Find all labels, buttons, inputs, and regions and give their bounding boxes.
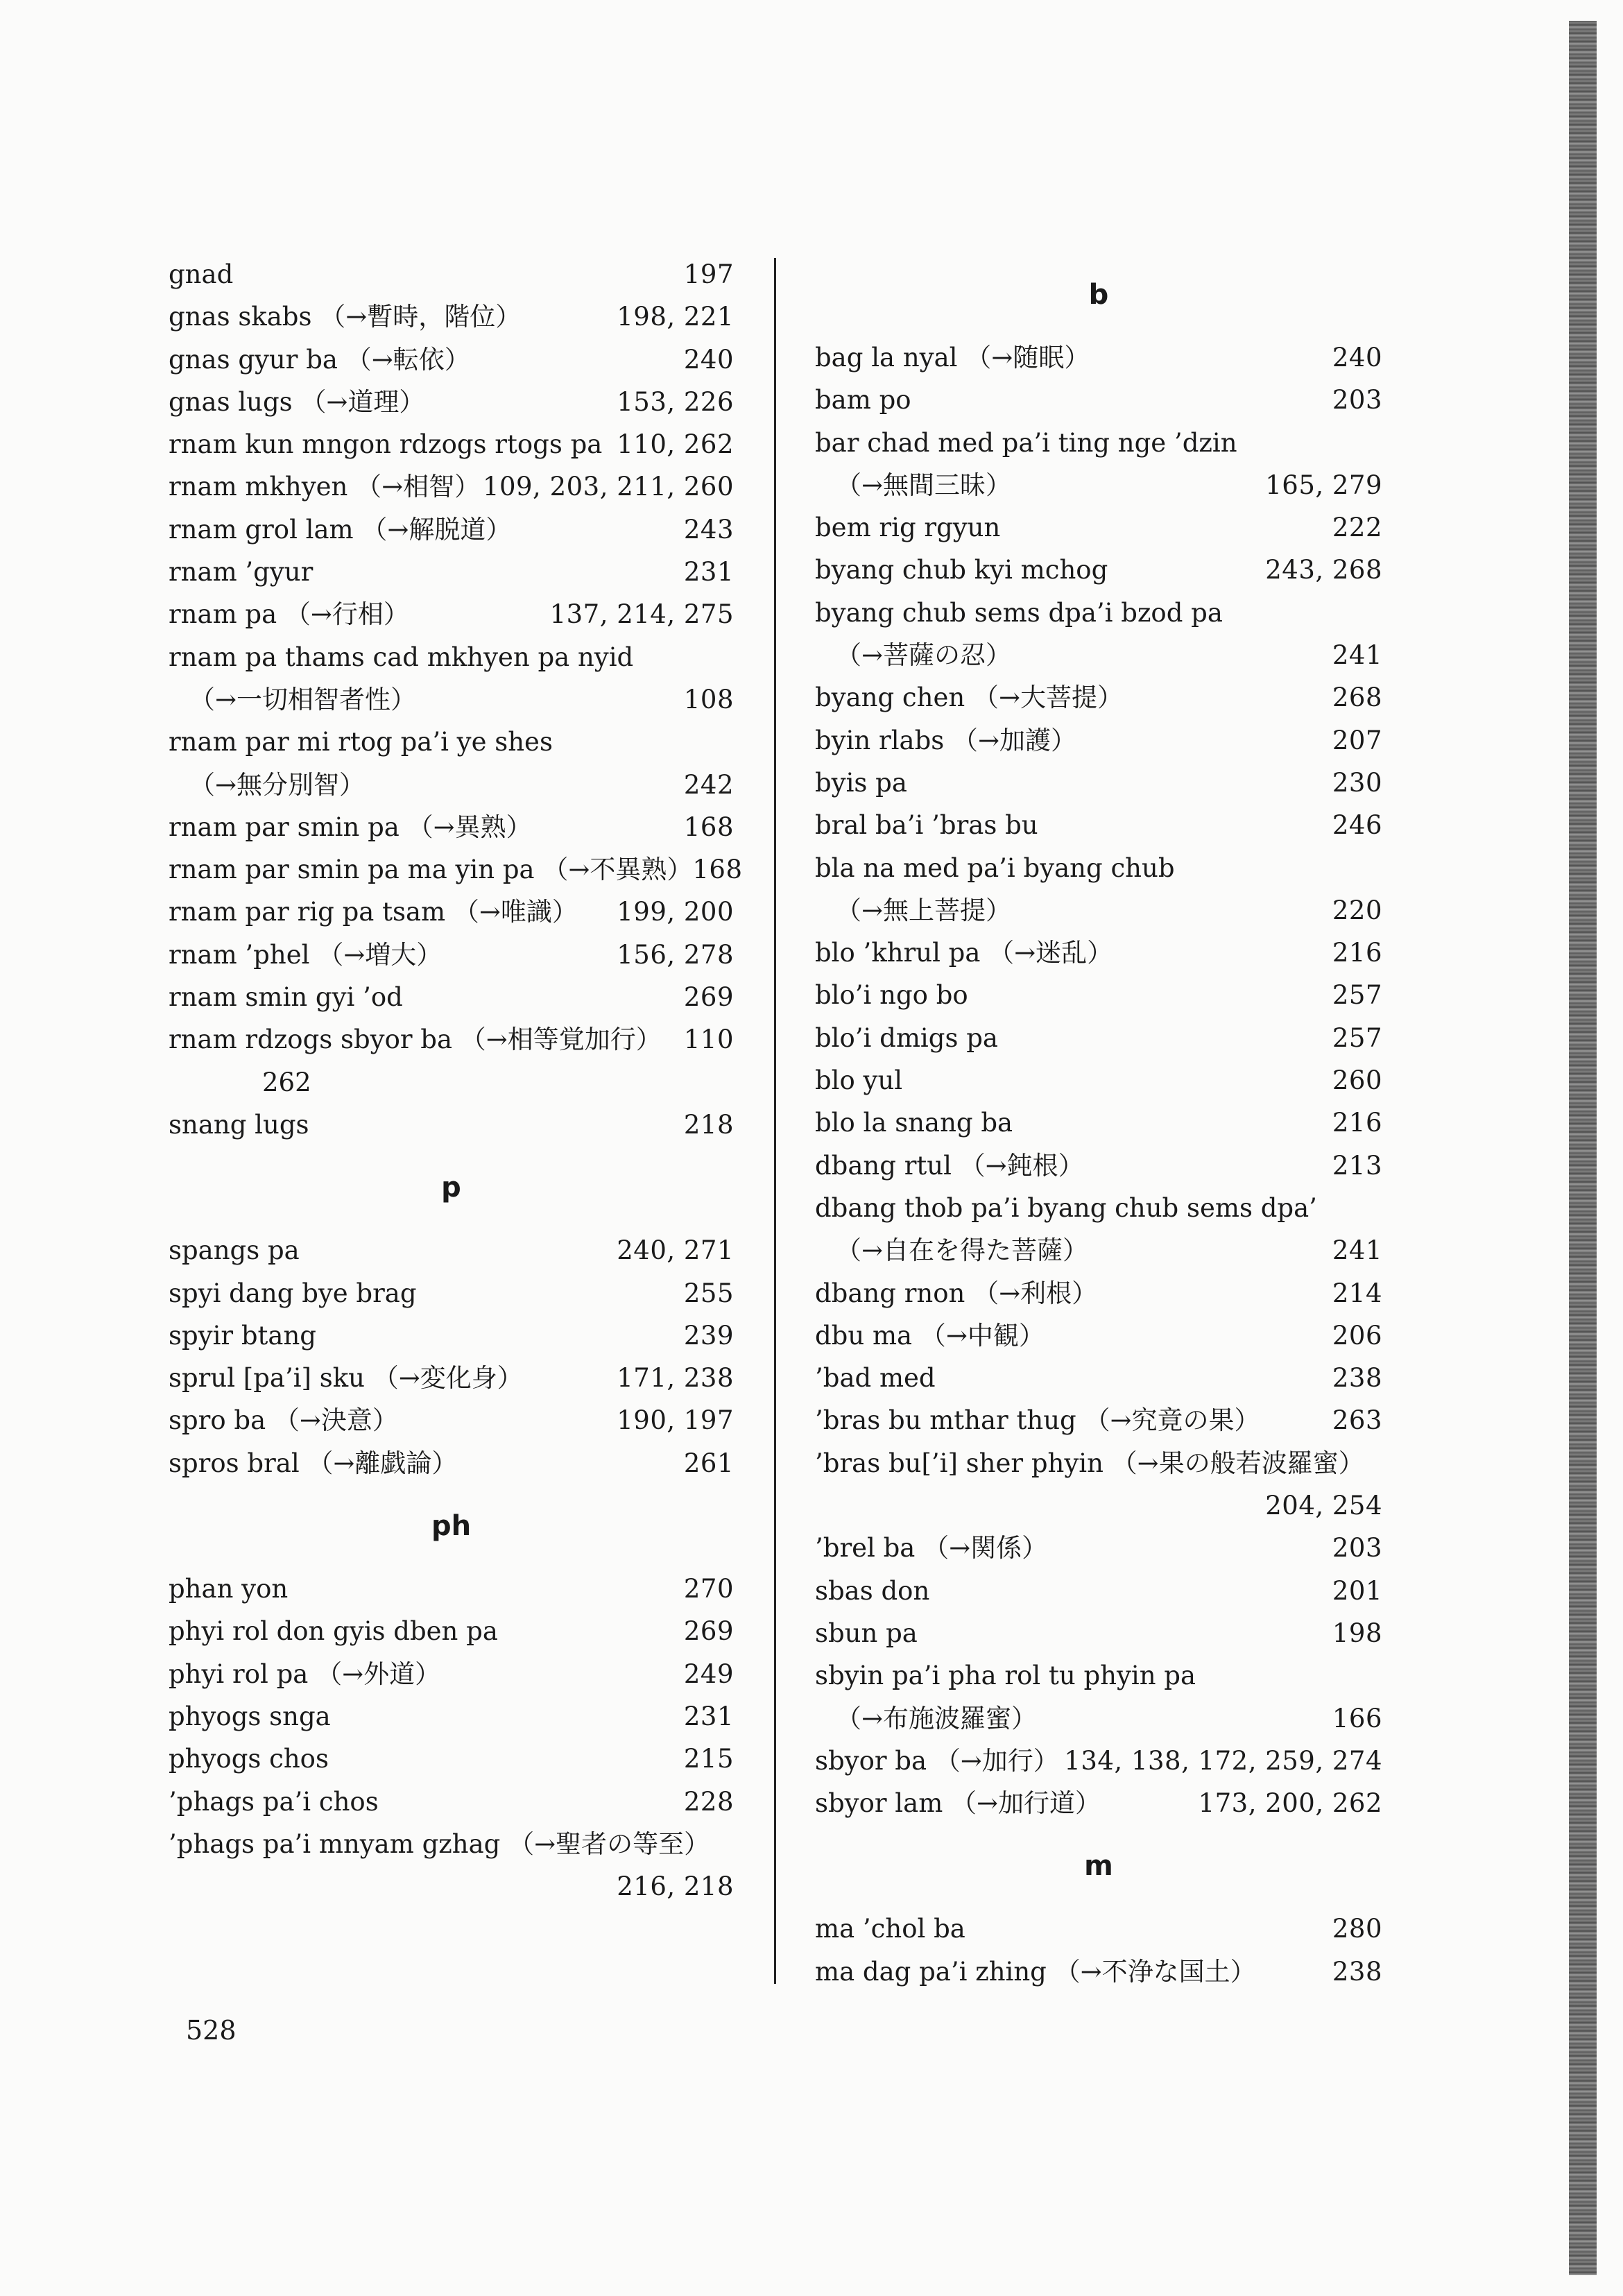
index-entry [815, 1399, 1382, 1441]
index-entry [169, 848, 743, 891]
index-page-refs: 222 [1332, 513, 1382, 543]
index-term: （→無分別智） [189, 769, 366, 800]
index-term: （→無間三昧） [836, 470, 1012, 500]
index-entry [169, 636, 734, 678]
index-page-refs: 166 [1332, 1703, 1382, 1733]
index-page-refs: 199, 200 [617, 897, 734, 927]
section-letter-heading: m [1084, 1850, 1113, 1883]
index-entry [815, 676, 1382, 719]
index-entry [815, 1442, 1382, 1484]
index-entry [815, 1654, 1382, 1697]
index-page-refs: 203 [1332, 385, 1382, 415]
index-entry [169, 976, 734, 1018]
index-term: ’phags pa’i mnyam gzhag （→聖者の等至） [169, 1828, 710, 1859]
index-entry [169, 1314, 734, 1357]
index-page-refs: 216 [1332, 1108, 1382, 1138]
index-entry [169, 1272, 734, 1314]
index-term: phan yon [169, 1574, 289, 1604]
index-page-refs: 214 [1332, 1278, 1382, 1308]
index-term: rnam kun mngon rdzogs rtogs pa [169, 429, 603, 460]
index-entry [169, 1823, 734, 1865]
index-page-refs: 190, 197 [617, 1405, 734, 1436]
index-term: blo la snang ba [815, 1108, 1013, 1138]
index-term: rnam par mi rtog pa’i ye shes [169, 727, 553, 757]
index-page-refs: 243 [683, 514, 734, 545]
section-letter-heading: b [1088, 279, 1109, 311]
index-term: dbang thob pa’i byang chub sems dpa’ [815, 1192, 1317, 1223]
index-entry [169, 1018, 734, 1061]
index-entry-continuation [169, 678, 734, 721]
index-entry [815, 1570, 1382, 1612]
index-term: byang chub sems dpa’i bzod pa [815, 597, 1223, 628]
index-entry [815, 1740, 1382, 1782]
index-entry [169, 721, 734, 763]
index-page-refs: 165, 279 [1265, 470, 1382, 500]
index-page-refs: 257 [1332, 980, 1382, 1011]
index-entry [169, 1399, 734, 1441]
index-entry [815, 1908, 1382, 1950]
index-page-refs: 207 [1332, 725, 1382, 755]
index-term: ’brel ba （→関係） [815, 1533, 1048, 1563]
index-entry [169, 934, 734, 976]
index-term: phyi rol pa （→外道） [169, 1659, 441, 1689]
index-term: ma dag pa’i zhing （→不浄な国土） [815, 1956, 1256, 1987]
index-page-refs: 249 [683, 1659, 734, 1689]
index-term: byang chub kyi mchog [815, 555, 1108, 585]
index-term: sbas don [815, 1575, 930, 1606]
index-entry [815, 1187, 1382, 1229]
index-term: spro ba （→決意） [169, 1405, 398, 1436]
index-entry [815, 1612, 1382, 1654]
index-term: ’bras bu mthar thug （→究竟の果） [815, 1405, 1260, 1436]
index-term: dbang rtul （→鈍根） [815, 1150, 1084, 1181]
index-entry [169, 551, 734, 593]
index-term: sprul [pa’i] sku （→変化身） [169, 1363, 523, 1394]
index-term: bem rig rgyun [815, 513, 1001, 543]
index-term: byin rlabs （→加護） [815, 725, 1077, 755]
index-term: rnam pa thams cad mkhyen pa nyid [169, 642, 634, 672]
index-entry [169, 1229, 734, 1271]
index-term: blo yul [815, 1065, 903, 1096]
index-entry [815, 1145, 1382, 1187]
index-entry [815, 379, 1382, 421]
index-page-refs: 269 [683, 1616, 734, 1647]
index-page-refs: 110 [683, 1025, 734, 1055]
index-term: ma ’chol ba [815, 1914, 965, 1944]
index-page-refs: 137, 214, 275 [549, 599, 734, 630]
index-page-refs: 255 [683, 1278, 734, 1308]
index-entry [169, 1653, 734, 1695]
index-term: rnam par smin pa ma yin pa （→不異熟） [169, 855, 693, 885]
index-entry [815, 549, 1382, 591]
index-page-refs: 216 [1332, 938, 1382, 968]
index-entry [169, 1568, 734, 1610]
index-entry [815, 847, 1382, 889]
index-entry [815, 422, 1382, 464]
index-entry [169, 1781, 734, 1823]
index-page-refs: 168 [692, 855, 743, 885]
index-page-refs: 215 [683, 1744, 734, 1774]
index-term: ’bras bu[’i] sher phyin （→果の般若波羅蜜） [815, 1448, 1364, 1478]
index-page-refs: 268 [1332, 683, 1382, 713]
index-entry [169, 465, 734, 508]
index-page-refs: 156, 278 [617, 939, 734, 970]
index-term: sbyin pa’i pha rol tu phyin pa [815, 1661, 1196, 1691]
index-term: rnam par smin pa （→異熟） [169, 812, 532, 842]
index-entry [169, 1738, 734, 1780]
index-entry [169, 1104, 734, 1146]
index-page-refs: 240 [1332, 343, 1382, 372]
index-page-refs: 206 [1332, 1320, 1382, 1351]
index-page-refs: 198 [1332, 1618, 1382, 1648]
index-entry [815, 336, 1382, 379]
index-entry [169, 1610, 734, 1652]
index-term: sbun pa [815, 1618, 918, 1648]
index-page-refs: 153, 226 [617, 386, 734, 417]
index-term: （→無上菩提） [836, 895, 1012, 925]
index-entry [169, 295, 734, 338]
index-term: gnad [169, 259, 234, 289]
index-term: phyogs snga [169, 1701, 331, 1731]
index-entry [815, 592, 1382, 634]
index-page-refs: 198, 221 [617, 302, 734, 332]
index-page-refs: 171, 238 [617, 1363, 734, 1394]
index-term: gnas lugs （→道理） [169, 386, 425, 417]
index-page-refs: 109, 203, 211, 260 [482, 472, 734, 502]
index-entry [815, 1272, 1382, 1314]
index-entry-continuation [169, 1865, 734, 1908]
index-entry [169, 593, 734, 635]
index-term: bla na med pa’i byang chub [815, 853, 1175, 883]
index-term: sbyor ba （→加行） [815, 1745, 1059, 1776]
index-page-refs: 240 [683, 344, 734, 375]
index-column-right [815, 253, 1382, 1993]
index-page-refs: 168 [683, 812, 734, 842]
index-entry-continuation [169, 764, 734, 806]
index-term: ’phags pa’i chos [169, 1786, 379, 1817]
index-term: gnas skabs （→暫時，階位） [169, 302, 522, 332]
index-page-refs: 231 [683, 557, 734, 588]
index-term: gnas gyur ba （→転依） [169, 344, 470, 375]
index-term: sbyor lam （→加行道） [815, 1788, 1101, 1819]
index-page-refs: 241 [1332, 640, 1382, 671]
index-page-refs: 239 [683, 1320, 734, 1351]
scan-edge-shadow [1569, 21, 1597, 2275]
index-page-refs: 203 [1332, 1533, 1382, 1563]
index-page-refs: 263 [1332, 1405, 1382, 1436]
index-term: byis pa [815, 767, 907, 798]
index-entry-continuation [815, 889, 1382, 932]
index-entry [169, 1695, 734, 1738]
index-entry [815, 1951, 1382, 1993]
index-page-refs: 134, 138, 172, 259, 274 [1064, 1745, 1382, 1776]
index-term: rnam par rig pa tsam （→唯識） [169, 897, 578, 927]
index-page-refs: 173, 200, 262 [1198, 1788, 1382, 1819]
index-term: blo’i dmigs pa [815, 1022, 998, 1053]
index-page-refs: 270 [683, 1574, 734, 1604]
index-term: blo’i ngo bo [815, 980, 968, 1011]
index-term: dbu ma （→中観） [815, 1320, 1045, 1351]
index-entry-continuation [815, 1697, 1382, 1740]
index-entry [815, 719, 1382, 762]
index-entry [169, 339, 734, 381]
index-page-refs: 243, 268 [1265, 555, 1382, 585]
index-page-refs: 240, 271 [617, 1235, 734, 1266]
index-term: blo ’khrul pa （→迷乱） [815, 938, 1113, 968]
index-term: dbang rnon （→利根） [815, 1278, 1098, 1308]
index-entry-continuation [169, 1061, 734, 1104]
index-entry [815, 1357, 1382, 1399]
index-entry-continuation [815, 1484, 1382, 1527]
index-page-refs: 213 [1332, 1150, 1382, 1181]
index-term: spyir btang [169, 1320, 316, 1351]
index-term: phyi rol don gyis dben pa [169, 1616, 498, 1647]
index-page-refs: 216, 218 [617, 1871, 734, 1902]
section-letter-heading: ph [431, 1510, 472, 1543]
index-page-refs: 238 [1332, 1956, 1382, 1987]
index-entry [169, 891, 734, 933]
index-page-refs: 257 [1332, 1022, 1382, 1053]
index-entry [169, 381, 734, 423]
index-term: rnam rdzogs sbyor ba （→相等覚加行） [169, 1025, 662, 1055]
index-term: rnam smin gyi ’od [169, 982, 403, 1013]
index-entry [815, 974, 1382, 1016]
index-entry [169, 253, 734, 295]
index-page-refs: 110, 262 [617, 429, 734, 460]
index-term: rnam ’phel （→増大） [169, 939, 443, 970]
index-entry [815, 506, 1382, 549]
index-page-refs: 218 [683, 1109, 734, 1140]
index-term: bam po [815, 385, 911, 415]
index-entry [815, 1102, 1382, 1144]
index-page-refs: 280 [1332, 1914, 1382, 1944]
index-term: byang chen （→大菩提） [815, 683, 1123, 713]
index-page-refs: 108 [683, 684, 734, 714]
index-page-refs: 242 [683, 769, 734, 800]
index-term: bag la nyal （→随眠） [815, 343, 1090, 372]
index-page-refs: 220 [1332, 895, 1382, 925]
index-page-refs: 230 [1332, 767, 1382, 798]
index-term: （→菩薩の忍） [836, 640, 1012, 671]
index-entry-continuation [815, 634, 1382, 676]
index-term: rnam pa （→行相） [169, 599, 409, 630]
index-term: spangs pa [169, 1235, 300, 1266]
column-divider [774, 258, 776, 1984]
index-entry [169, 1357, 734, 1399]
index-page-refs: 246 [1332, 810, 1382, 841]
index-page-refs: 231 [683, 1701, 734, 1731]
index-page-refs: 269 [683, 982, 734, 1013]
index-page-refs: 260 [1332, 1065, 1382, 1096]
index-entry [815, 1782, 1382, 1824]
index-entry [815, 762, 1382, 804]
index-page-refs: 201 [1332, 1575, 1382, 1606]
index-entry-continuation [815, 1229, 1382, 1271]
index-term: bral ba’i ’bras bu [815, 810, 1038, 841]
index-page-refs: 261 [683, 1448, 734, 1478]
index-page-refs: 238 [1332, 1363, 1382, 1394]
index-entry [169, 806, 734, 848]
index-term: rnam mkhyen （→相智） [169, 472, 481, 502]
index-term: snang lugs [169, 1109, 309, 1140]
index-entry-continuation [815, 464, 1382, 506]
index-entry [815, 1314, 1382, 1357]
index-term: （→一切相智者性） [189, 684, 417, 714]
index-entry [169, 1442, 734, 1484]
index-entry [815, 804, 1382, 846]
index-term: rnam ’gyur [169, 557, 314, 588]
index-term: spyi dang bye brag [169, 1278, 417, 1308]
index-term: （→自在を得た菩薩） [836, 1235, 1089, 1266]
index-term: 262 [262, 1067, 311, 1097]
index-entry [815, 1527, 1382, 1569]
index-term: rnam grol lam （→解脱道） [169, 514, 512, 545]
index-term: spros bral （→離戯論） [169, 1448, 458, 1478]
section-letter-heading: p [441, 1172, 461, 1204]
index-page-refs: 241 [1332, 1235, 1382, 1266]
page-number: 528 [186, 2015, 237, 2046]
index-entry [169, 508, 734, 551]
index-term: ’bad med [815, 1363, 936, 1394]
index-term: （→布施波羅蜜） [836, 1703, 1038, 1733]
index-page-refs: 204, 254 [1265, 1491, 1382, 1521]
index-page-refs: 228 [683, 1786, 734, 1817]
index-entry [815, 1017, 1382, 1059]
index-entry [815, 932, 1382, 974]
index-term: phyogs chos [169, 1744, 329, 1774]
index-column-left [169, 253, 743, 1908]
index-page-refs: 197 [683, 259, 734, 289]
index-term: bar chad med pa’i ting nge ’dzin [815, 427, 1237, 458]
index-entry [169, 423, 734, 465]
index-entry [815, 1059, 1382, 1102]
